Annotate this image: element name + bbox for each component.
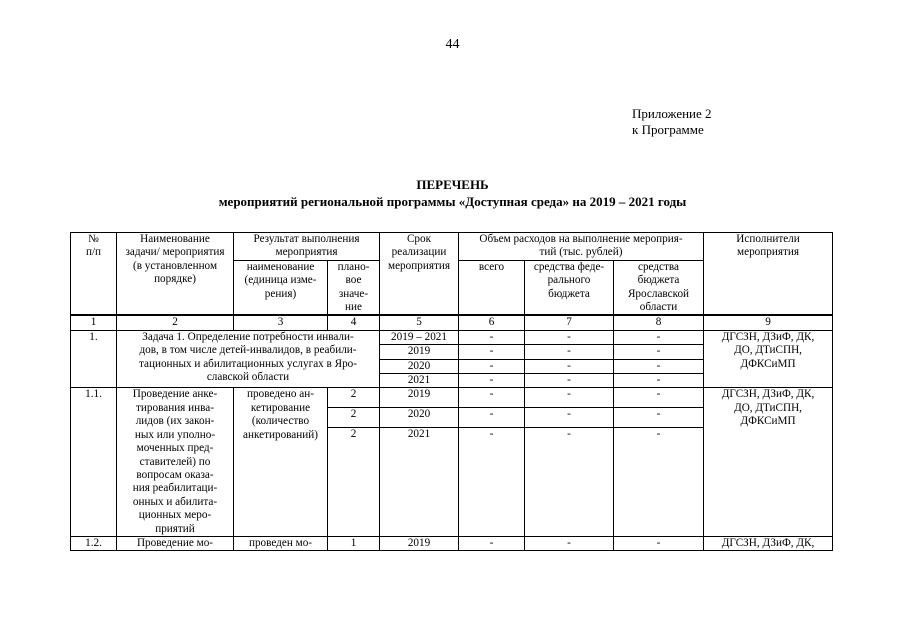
total-cell: - <box>459 374 525 388</box>
federal-cell: - <box>525 374 614 388</box>
federal-cell: - <box>525 536 614 550</box>
header-term: Срок реализации мероприятия <box>380 233 459 316</box>
federal-cell: - <box>525 408 614 428</box>
regional-cell: - <box>614 408 704 428</box>
appendix-note <box>632 106 712 138</box>
title-line-2: мероприятий региональной программы «Доступная среда» на 2019 – 2021 годы <box>218 194 687 209</box>
federal-cell: - <box>525 359 614 373</box>
title-line-1: ПЕРЕЧЕНЬ <box>416 177 489 192</box>
appendix-line-2: к Программе <box>632 122 704 137</box>
regional-cell: - <box>614 359 704 373</box>
header-vol-federal: средства феде- рального бюджета <box>525 260 614 315</box>
colnum-cell: 6 <box>459 315 525 330</box>
table-row <box>71 536 833 550</box>
header-volume: Объем расходов на выполнение мероприя- тий (тыс. рублей) <box>459 233 704 261</box>
executors-cell: ДГСЗН, ДЗиФ, ДК, ДО, ДТиСПН, ДФКСиМП <box>704 330 833 388</box>
colnum-cell: 4 <box>328 315 380 330</box>
header-result-name: наименование (единица изме- рения) <box>234 260 328 315</box>
result-name: проведено ан- кетирование (количество анкетирований) <box>234 388 328 536</box>
term-cell: 2019 – 2021 <box>380 330 459 344</box>
header-vol-total: всего <box>459 260 525 315</box>
total-cell: - <box>459 536 525 550</box>
colnum-cell: 5 <box>380 315 459 330</box>
colnum-cell: 3 <box>234 315 328 330</box>
total-cell: - <box>459 345 525 359</box>
task-name: Задача 1. Определение потребности инвали- дов, в том числе детей-инвалидов, в реабили- тационных и абилитационных услугах в Яро- славской области <box>117 330 380 388</box>
regional-cell: - <box>614 374 704 388</box>
federal-cell: - <box>525 330 614 344</box>
total-cell: - <box>459 408 525 428</box>
term-cell: 2021 <box>380 427 459 536</box>
header-num: № п/п <box>71 233 117 316</box>
row-number: 1. <box>71 330 117 388</box>
table-row <box>71 388 833 408</box>
header-executors: Исполнители мероприятия <box>704 233 833 316</box>
result-name: проведен мо- <box>234 536 328 550</box>
regional-cell: - <box>614 427 704 536</box>
executors-cell: ДГСЗН, ДЗиФ, ДК, ДО, ДТиСПН, ДФКСиМП <box>704 388 833 536</box>
total-cell: - <box>459 388 525 408</box>
page-number: 44 <box>445 37 460 52</box>
measure-name: Проведение анке- тирования инва- лидов (их закон- ных или уполно- моченных пред- ставителей) по вопросам оказа- ния реабилитаци- онных и абилита- ционных меро- приятий <box>117 388 234 536</box>
plan-cell: 1 <box>328 536 380 550</box>
colnum-cell: 2 <box>117 315 234 330</box>
header-row-1 <box>71 233 833 261</box>
total-cell: - <box>459 359 525 373</box>
colnum-cell: 9 <box>704 315 833 330</box>
regional-cell: - <box>614 536 704 550</box>
plan-cell: 2 <box>328 427 380 536</box>
plan-cell: 2 <box>328 408 380 428</box>
term-cell: 2019 <box>380 388 459 408</box>
total-cell: - <box>459 427 525 536</box>
document-title <box>0 176 905 210</box>
federal-cell: - <box>525 388 614 408</box>
term-cell: 2020 <box>380 359 459 373</box>
regional-cell: - <box>614 388 704 408</box>
total-cell: - <box>459 330 525 344</box>
measure-name: Проведение мо- <box>117 536 234 550</box>
header-result: Результат выполнения мероприятия <box>234 233 380 261</box>
term-cell: 2019 <box>380 536 459 550</box>
federal-cell: - <box>525 345 614 359</box>
regional-cell: - <box>614 345 704 359</box>
measures-table <box>70 232 833 551</box>
row-number: 1.2. <box>71 536 117 550</box>
term-cell: 2019 <box>380 345 459 359</box>
executors-cell: ДГСЗН, ДЗиФ, ДК, <box>704 536 833 550</box>
column-number-row <box>71 315 833 330</box>
row-number: 1.1. <box>71 388 117 536</box>
header-name: Наименование задачи/ мероприятия (в установленном порядке) <box>117 233 234 316</box>
colnum-cell: 7 <box>525 315 614 330</box>
colnum-cell: 1 <box>71 315 117 330</box>
colnum-cell: 8 <box>614 315 704 330</box>
federal-cell: - <box>525 427 614 536</box>
header-vol-regional: средства бюджета Ярославской области <box>614 260 704 315</box>
plan-cell: 2 <box>328 388 380 408</box>
table-row <box>71 330 833 344</box>
regional-cell: - <box>614 330 704 344</box>
term-cell: 2020 <box>380 408 459 428</box>
appendix-line-1: Приложение 2 <box>632 106 712 121</box>
header-result-plan: плано- вое значе- ние <box>328 260 380 315</box>
term-cell: 2021 <box>380 374 459 388</box>
